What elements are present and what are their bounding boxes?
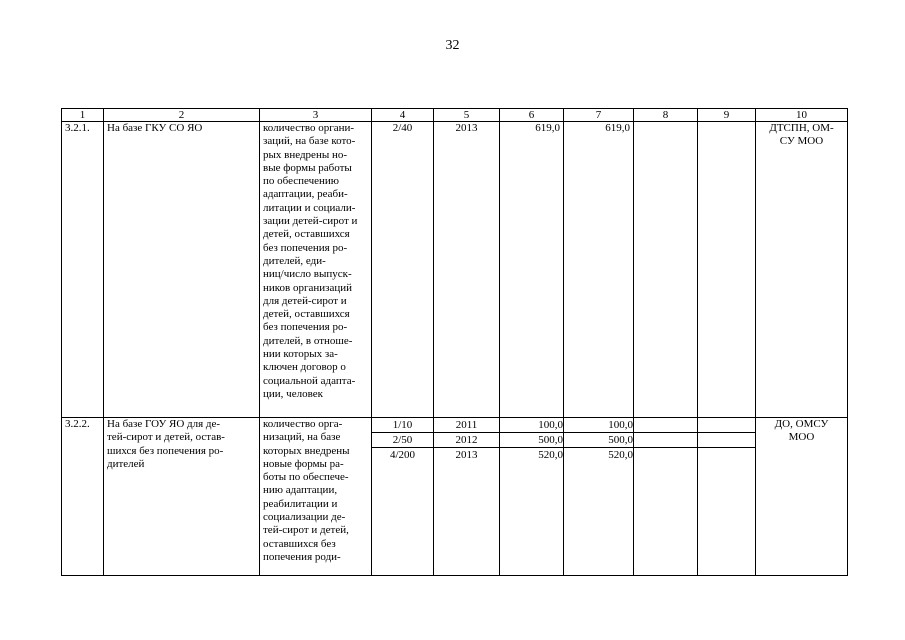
row-col4: [372, 418, 434, 576]
header-cell: 1: [62, 109, 104, 122]
sub-value: 520,0: [538, 449, 563, 461]
sub-value: 1/10: [372, 418, 434, 433]
sub-value: 2011: [434, 418, 500, 433]
row-indicator: количество орга- низаций, на базе которых внедрены новые формы ра- боты по обеспече- нию адаптации, реабилитации и социализации де- тей-сирот и детей, оставшихся без попечения роди-: [260, 418, 372, 576]
row-col8: [634, 122, 698, 418]
header-cell: 9: [698, 109, 756, 122]
row-name: На базе ГОУ ЯО для де- тей-сирот и детей, остав- шихся без попечения ро- дителей: [104, 418, 260, 576]
row-col6: [500, 418, 564, 576]
row-col7: [564, 418, 634, 576]
sub-value: [698, 418, 756, 433]
header-row: [62, 109, 848, 122]
table-row: [62, 418, 848, 576]
row-col5: 2013: [434, 122, 500, 418]
sub-value: [634, 448, 698, 462]
header-cell: 5: [434, 109, 500, 122]
sub-value: 100,0: [500, 418, 564, 433]
table-row: [62, 122, 848, 418]
row-col8: [634, 418, 698, 576]
row-indicator: количество органи- заций, на базе кото- рых внедрены но- вые формы работы по обеспечению адаптации, реаби- литации и социали- зации детей-сирот и детей, оставшихся без попечения ро- дителей, еди- ниц/число выпуск- ников организаций для детей-сирот и детей, оставшихся без попечения ро- дителей, в отноше- нии которых за- ключен договор о социальной адапта- ции, человек: [260, 122, 372, 418]
header-cell: 3: [260, 109, 372, 122]
program-table: [61, 108, 848, 576]
sub-value: [698, 448, 756, 462]
header-cell: 2: [104, 109, 260, 122]
row-number: 3.2.1.: [62, 122, 104, 418]
sub-value: [698, 433, 756, 448]
header-cell: 10: [756, 109, 848, 122]
sub-value: 2012: [434, 433, 500, 448]
row-col5: [434, 418, 500, 576]
sub-value: 520,0: [608, 449, 633, 461]
sub-value: 2/50: [372, 433, 434, 448]
sub-value: 500,0: [500, 433, 564, 448]
sub-value: [634, 418, 698, 433]
sub-value: 100,0: [564, 418, 634, 433]
header-cell: 4: [372, 109, 434, 122]
row-number: 3.2.2.: [62, 418, 104, 576]
row-col9: [698, 122, 756, 418]
header-cell: 6: [500, 109, 564, 122]
header-cell: 7: [564, 109, 634, 122]
row-executor: ДТСПН, ОМ- СУ МОО: [756, 122, 848, 418]
sub-value: 2013: [455, 449, 478, 461]
row-executor: ДО, ОМСУ МОО: [756, 418, 848, 576]
sub-value: 500,0: [564, 433, 634, 448]
sub-value: [634, 433, 698, 448]
sub-value: 4/200: [389, 449, 416, 461]
header-cell: 8: [634, 109, 698, 122]
row-col6: 619,0: [500, 122, 564, 418]
row-name: На базе ГКУ СО ЯО: [104, 122, 260, 418]
row-col7: 619,0: [564, 122, 634, 418]
row-col4: 2/40: [372, 122, 434, 418]
page-number: 32: [445, 38, 460, 53]
row-col9: [698, 418, 756, 576]
